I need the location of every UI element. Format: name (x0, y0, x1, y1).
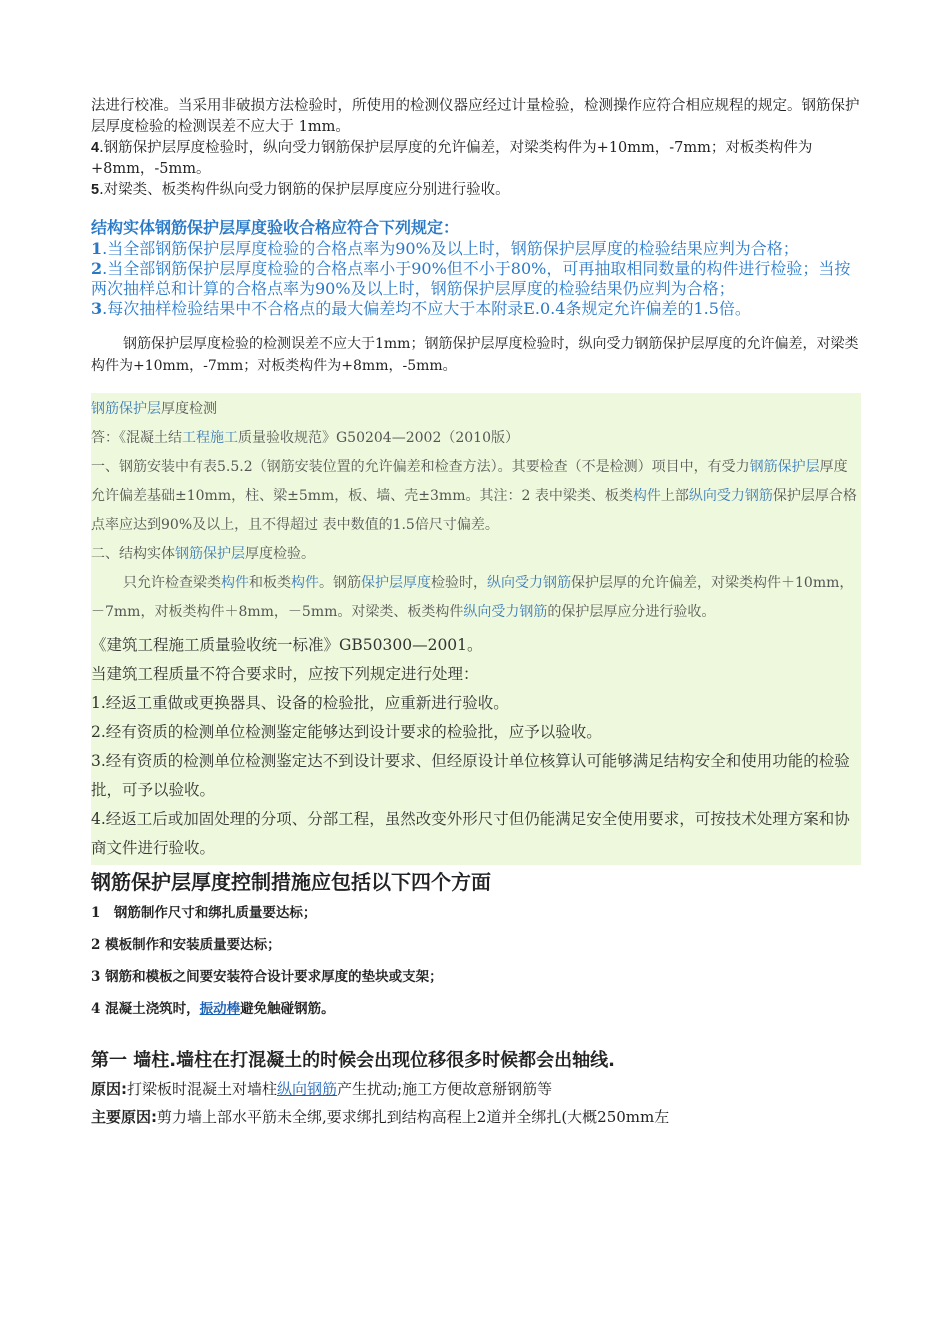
standard-rule-3: 3.经有资质的检测单位检测鉴定达不到设计要求、但经原设计单位核算认可能够满足结构安全和使用功能的检验批，可予以验收。 (91, 752, 850, 799)
control-item-4: 4 混凝土浇筑时，振动棒避免触碰钢筋。 (91, 1001, 335, 1017)
qa-point-one: 一、钢筋安装中有表5.5.2（钢筋安装位置的允许偏差和检查方法）。其要检查（不是检测）项目中，有受力钢筋保护层厚度允许偏差基础±10mm，柱、梁±5mm，板、墙、壳±3mm。其注：2 表中梁类、板类构件上部纵向受力钢筋保护层厚合格点率应达到90%及以上，且不得超过 表中数值的1.5倍尺寸偏差。 (91, 459, 857, 533)
link-longitudinal-rebar-2[interactable]: 纵向受力钢筋 (487, 575, 571, 591)
link-member-2[interactable]: 构件 (221, 575, 249, 591)
link-rebar-cover[interactable]: 钢筋保护层 (91, 401, 161, 417)
control-heading: 钢筋保护层厚度控制措施应包括以下四个方面 (91, 870, 491, 894)
standard-rule-1: 1.经返工重做或更换器具、设备的检验批，应重新进行验收。 (91, 694, 509, 712)
qa-answer: 答：《混凝土结工程施工质量验收规范》G50204—2002（2010版） (91, 430, 519, 446)
intro-item-5: 5.对梁类、板类构件纵向受力钢筋的保护层厚度应分别进行验收。 (91, 182, 510, 198)
first-heading: 第一 墙柱.墙柱在打混凝土的时候会出现位移很多时候都会出轴线. (91, 1050, 615, 1071)
link-vibrator[interactable]: 振动棒 (199, 1001, 241, 1017)
link-member[interactable]: 构件 (632, 488, 661, 504)
standard-rule-2: 2.经有资质的检测单位检测鉴定能够达到设计要求的检验批，应予以验收。 (91, 723, 602, 741)
summary-paragraph: 钢筋保护层厚度检验的检测误差不应大于1mm；钢筋保护层厚度检验时，纵向受力钢筋保护层厚度的允许偏差，对梁类构件为+10mm，-7mm；对板类构件为+8mm，-5mm。 (91, 336, 859, 374)
link-engineering[interactable]: 工程施工 (182, 430, 238, 446)
link-cover-thickness[interactable]: 保护层厚度 (361, 575, 431, 591)
control-item-3: 3 钢筋和模板之间要安装符合设计要求厚度的垫块或支架； (91, 969, 443, 985)
qa-box (91, 393, 861, 865)
link-longitudinal-rebar[interactable]: 纵向受力钢筋 (688, 488, 773, 504)
standard-intro: 当建筑工程质量不符合要求时，应按下列规定进行处理： (91, 665, 479, 683)
document-page (91, 96, 861, 1131)
acceptance-item-3: 3.每次抽样检验结果中不合格点的最大偏差均不应大于本附录E.0.4条规定允许偏差的1.5倍。 (91, 299, 751, 318)
intro-item-4: 4.钢筋保护层厚度检验时，纵向受力钢筋保护层厚度的允许偏差，对梁类构件为+10mm，-7mm；对板类构件为+8mm，-5mm。 (91, 140, 813, 177)
standard-rule-4: 4.经返工后或加固处理的分项、分部工程，虽然改变外形尺寸但仍能满足安全使用要求，可按技术处理方案和协商文件进行验收。 (91, 810, 850, 857)
link-vertical-rebar[interactable]: 纵向钢筋 (277, 1080, 338, 1098)
reason-line: 原因:打梁板时混凝土对墙柱纵向钢筋产生扰动;施工方便故意掰钢筋等 (91, 1080, 553, 1098)
link-rebar-cover-2[interactable]: 钢筋保护层 (749, 459, 820, 475)
qa-title: 钢筋保护层厚度检测 (91, 401, 217, 417)
control-item-1: 1 钢筋制作尺寸和绑扎质量要达标； (91, 905, 317, 921)
link-rebar-cover-3[interactable]: 钢筋保护层 (175, 546, 245, 562)
qa-point-two: 二、结构实体钢筋保护层厚度检验。 (91, 546, 315, 562)
intro-line-1: 法进行校准。当采用非破损方法检验时，所使用的检测仪器应经过计量检验，检测操作应符合相应规程的规定。钢筋保护层厚度检验的检测误差不应大于 1mm。 (91, 98, 860, 135)
link-member-3[interactable]: 构件 (291, 575, 319, 591)
qa-point-two-detail: 只允许检查梁类构件和板类构件。钢筋保护层厚度检验时，纵向受力钢筋保护层厚的允许偏差，对梁类构件＋10mm，－7mm，对板类构件＋8mm，－5mm。对梁类、板类构件纵向受力钢筋的保护层厚应分进行验收。 (91, 575, 854, 620)
control-item-2: 2 模板制作和安装质量要达标； (91, 937, 281, 953)
link-longitudinal-rebar-3[interactable]: 纵向受力钢筋 (463, 604, 548, 620)
main-reason-line: 主要原因:剪力墙上部水平筋未全绑,要求绑扎到结构高程上2道并全绑扎(大概250mm左 (91, 1108, 670, 1126)
standard-title: 《建筑工程施工质量验收统一标准》GB50300—2001。 (91, 636, 483, 654)
acceptance-heading: 结构实体钢筋保护层厚度验收合格应符合下列规定： (91, 218, 460, 237)
acceptance-item-2: 2.当全部钢筋保护层厚度检验的合格点率小于90%但不小于80%，可再抽取相同数量的构件进行检验；当按两次抽样总和计算的合格点率为90%及以上时，钢筋保护层厚度的检验结果仍应判为合格； (91, 259, 851, 298)
acceptance-item-1: 1.当全部钢筋保护层厚度检验的合格点率为90%及以上时，钢筋保护层厚度的检验结果应判为合格； (91, 239, 799, 258)
